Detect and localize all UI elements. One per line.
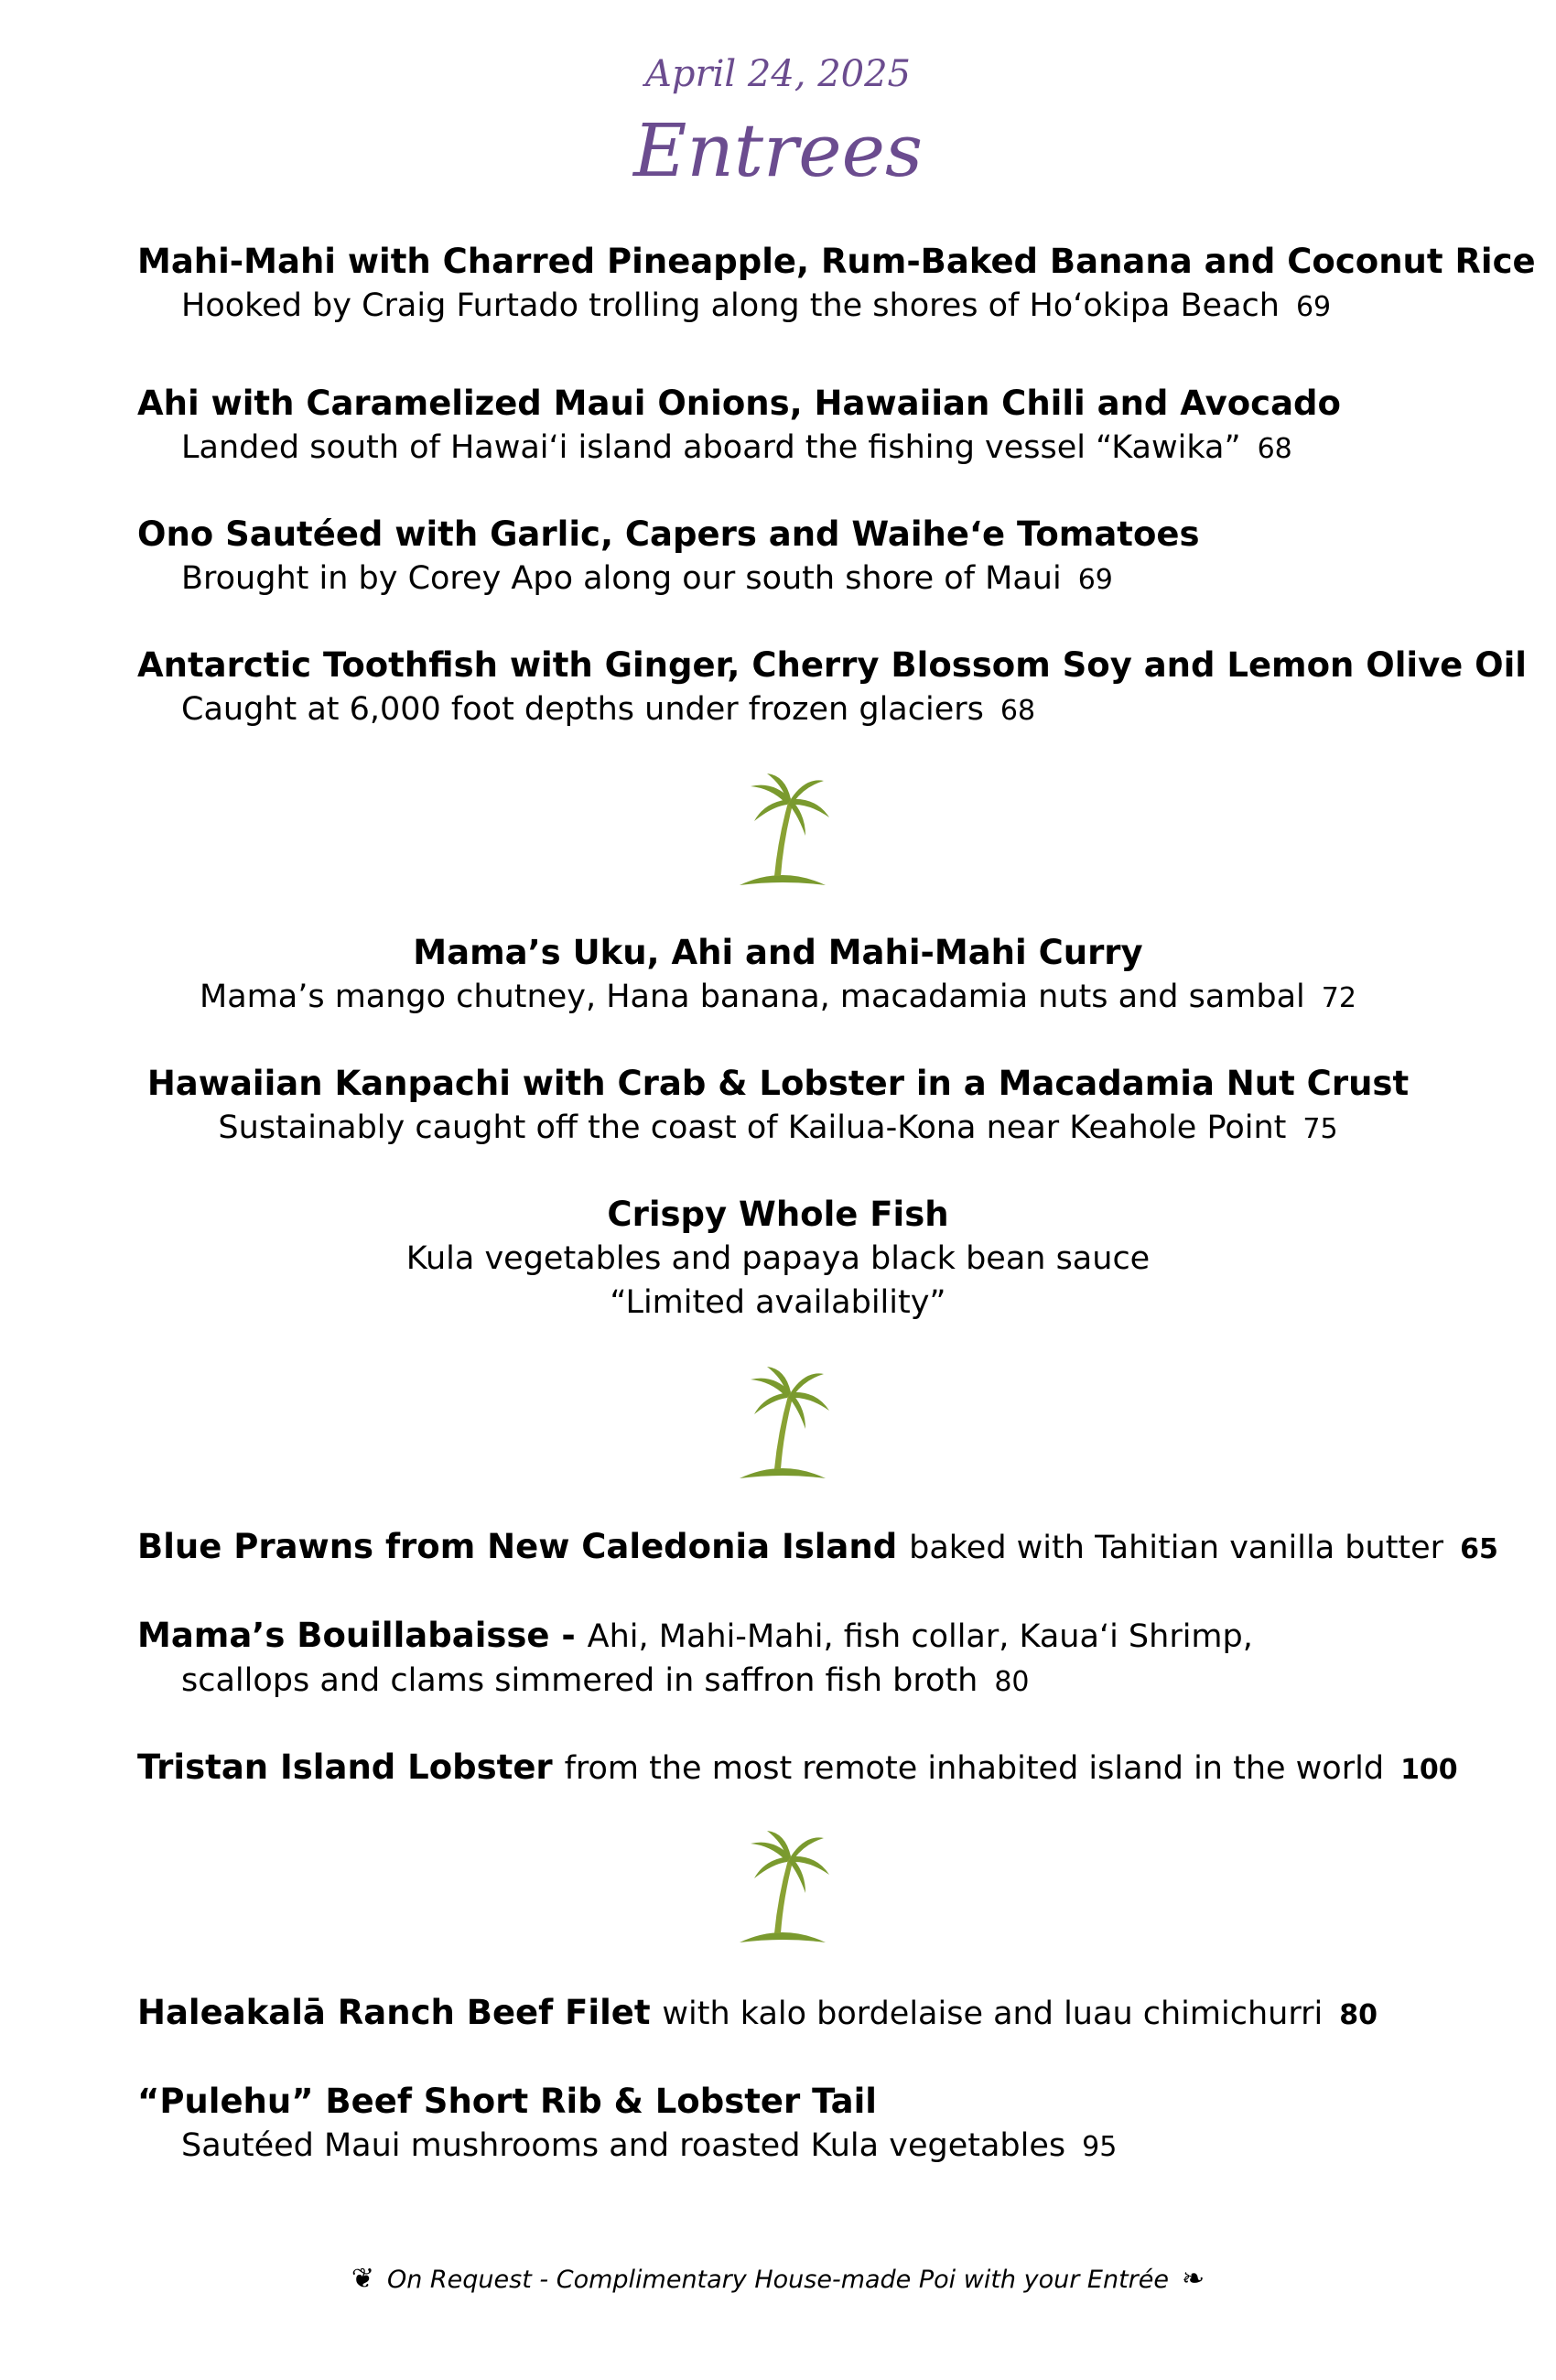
footer-note (0, 2263, 1556, 2295)
item-price: 75 (1302, 1113, 1338, 1145)
item-name: Tristan Island Lobster (137, 1747, 553, 1787)
palm-tree-icon (732, 774, 833, 892)
item-price: 65 (1460, 1533, 1498, 1565)
menu-date: April 24, 2025 (644, 53, 912, 95)
menu-item (0, 1193, 1556, 1325)
palm-tree-icon (732, 1831, 833, 1950)
item-description-continued: scallops and clams simmered in saffron fish broth (181, 1662, 978, 1699)
item-description: Mama’s mango chutney, Hana banana, macadamia nuts and sambal (200, 979, 1305, 1015)
item-name: Mama’s Bouillabaisse - (137, 1616, 576, 1655)
item-description: Sautéed Maui mushrooms and roasted Kula vegetables (181, 2127, 1066, 2164)
item-name: Blue Prawns from New Caledonia Island (137, 1527, 898, 1566)
menu-item (137, 240, 1536, 330)
item-description: Ahi, Mahi-Mahi, fish collar, Kaua‘i Shrimp, (587, 1618, 1253, 1655)
menu-item (137, 1746, 1458, 1792)
item-price: 69 (1295, 291, 1332, 323)
palm-tree-icon (732, 1367, 833, 1486)
menu-item (0, 931, 1556, 1021)
item-description: Hooked by Craig Furtado trolling along the shores of Ho‘okipa Beach (181, 287, 1280, 324)
item-name: Crispy Whole Fish (607, 1195, 949, 1234)
menu-item (137, 644, 1527, 733)
menu-item (137, 1991, 1455, 2038)
item-description: Caught at 6,000 foot depths under frozen glaciers (181, 691, 984, 728)
item-name: Mama’s Uku, Ahi and Mahi-Mahi Curry (413, 933, 1143, 972)
item-price: 68 (1000, 695, 1036, 727)
item-description: Landed south of Hawai‘i island aboard the fishing vessel “Kawika” (181, 429, 1241, 466)
item-name: “Pulehu” Beef Short Rib & Lobster Tail (137, 2082, 877, 2121)
item-description: baked with Tahitian vanilla butter (909, 1530, 1444, 1566)
menu-item (137, 2080, 1455, 2169)
item-description: Sustainably caught off the coast of Kailua-Kona near Keahole Point (218, 1109, 1287, 1146)
item-note: “Limited availability” (610, 1284, 946, 1321)
right-ornament-icon: ❧ (1182, 2263, 1205, 2295)
item-price: 69 (1077, 564, 1113, 596)
item-name: Mahi-Mahi with Charred Pineapple, Rum-Baked Banana and Coconut Rice (137, 242, 1536, 281)
item-description: Brought in by Corey Apo along our south shore of Maui (181, 560, 1062, 597)
item-name: Antarctic Toothfish with Ginger, Cherry Blossom Soy and Lemon Olive Oil (137, 645, 1527, 685)
item-price: 72 (1321, 982, 1356, 1014)
item-price: 68 (1257, 433, 1292, 465)
footer-text: On Request - Complimentary House-made Poi with your Entrée (386, 2266, 1170, 2294)
item-name: Ahi with Caramelized Maui Onions, Hawaiian Chili and Avocado (137, 384, 1341, 423)
menu-item (137, 1614, 1455, 1704)
item-name: Haleakalā Ranch Beef Filet (137, 1993, 651, 2032)
page-title: Entrees (632, 108, 924, 193)
item-price: 100 (1400, 1754, 1458, 1786)
item-price: 95 (1082, 2131, 1118, 2163)
item-description: with kalo bordelaise and luau chimichurri (662, 1996, 1324, 2032)
item-description: Kula vegetables and papaya black bean sauce (405, 1240, 1151, 1277)
menu-item (137, 1525, 1498, 1572)
left-ornament-icon: ❦ (351, 2263, 374, 2295)
menu-item (137, 513, 1455, 602)
item-price: 80 (994, 1666, 1030, 1698)
menu-item (137, 382, 1455, 471)
item-description: from the most remote inhabited island in the world (564, 1750, 1385, 1787)
item-price: 80 (1339, 1999, 1378, 2031)
menu-item (0, 1062, 1556, 1152)
item-name: Ono Sautéed with Garlic, Capers and Waihe‘e Tomatoes (137, 514, 1200, 554)
item-name: Hawaiian Kanpachi with Crab & Lobster in a Macadamia Nut Crust (146, 1064, 1410, 1103)
